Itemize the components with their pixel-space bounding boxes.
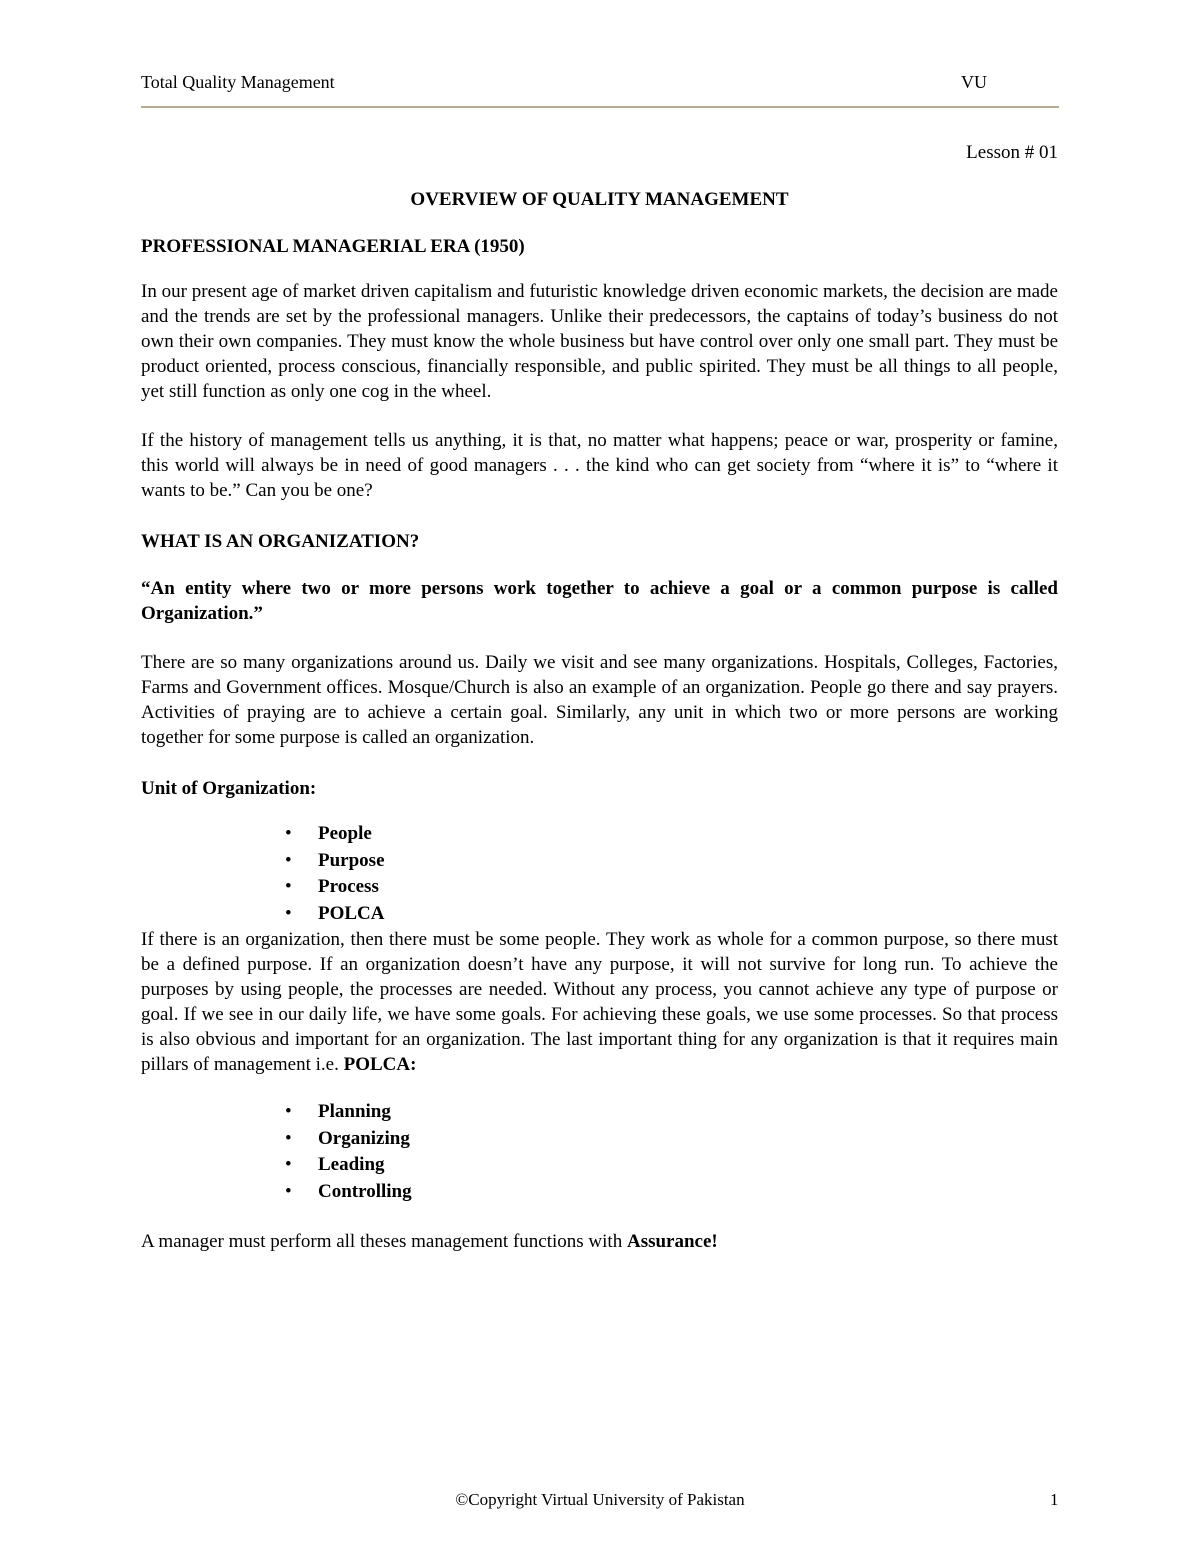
footer-copyright: ©Copyright Virtual University of Pakistan: [455, 1490, 745, 1509]
lesson-number: Lesson # 01: [966, 142, 1058, 163]
paragraph-history: If the history of management tells us anything, it is that, no matter what happens; peace or war, prosperity or famine, this world will always be in need of good managers . . . the kind who can get society from “where it is” to “where it wants to be.” Can you be one?: [141, 430, 1058, 501]
paragraph-conclusion: [141, 1229, 1058, 1254]
list-item: • Controlling: [318, 1179, 1058, 1206]
polca-list: [141, 1099, 1058, 1205]
list-item: • People: [318, 821, 1058, 848]
list-item: • POLCA: [318, 901, 1058, 928]
document-body: [141, 140, 1058, 1254]
list-item: • Planning: [318, 1099, 1058, 1126]
organization-definition: “An entity where two or more persons work together to achieve a goal or a common purpose is called Organization.”: [141, 578, 1058, 624]
paragraph-organizations: There are so many organizations around us. Daily we visit and see many organizations. Hospitals, Colleges, Factories, Farms and Government offices. Mosque/Church is also an example of an organization. People go there and say prayers. Activities of praying are to achieve a certain goal. Similarly, any unit in which two or more persons are working together for some purpose is called an organization.: [141, 652, 1058, 748]
list-item: • Leading: [318, 1152, 1058, 1179]
polca-label: POLCA:: [343, 1054, 417, 1075]
header-institution: VU: [961, 72, 987, 92]
paragraph-unit-explanation: [141, 927, 1058, 1077]
header-divider: [141, 106, 1059, 108]
unit-list: [141, 821, 1058, 927]
list-item: • Purpose: [318, 848, 1058, 875]
list-item: • Process: [318, 874, 1058, 901]
page-title: OVERVIEW OF QUALITY MANAGEMENT: [410, 189, 789, 210]
section-heading-managerial-era: PROFESSIONAL MANAGERIAL ERA (1950): [141, 236, 525, 257]
header-course-title: Total Quality Management: [141, 72, 335, 92]
unit-of-organization-heading: Unit of Organization:: [141, 778, 317, 799]
assurance-label: Assurance!: [626, 1231, 718, 1252]
section-heading-organization: WHAT IS AN ORGANIZATION?: [141, 531, 420, 552]
unit-explanation-text: If there is an organization, then there must be some people. They work as whole for a common purpose, so there must be a defined purpose. If an organization doesn’t have any purpose, it will not survive for long run. To achieve the purposes by using people, the processes are needed. Without any process, you cannot achieve any type of purpose or goal. If we see in our daily life, we have some goals. For achieving these goals, we use some processes. So that process is also obvious and important for an organization. The last important thing for any organization is that it requires main pillars of management i.e.: [141, 929, 1058, 1075]
list-item: • Organizing: [318, 1126, 1058, 1153]
paragraph-capitalism: In our present age of market driven capitalism and futuristic knowledge driven economic markets, the decision are made and the trends are set by the professional managers. Unlike their predecessors, the captains of today’s business do not own their own companies. They must know the whole business but have control over only one small part. They must be product oriented, process conscious, financially responsible, and public spirited. They must be all things to all people, yet still function as only one cog in the wheel.: [141, 281, 1058, 402]
page-number: 1: [1050, 1490, 1059, 1509]
conclusion-text: A manager must perform all theses management functions with: [141, 1231, 627, 1252]
